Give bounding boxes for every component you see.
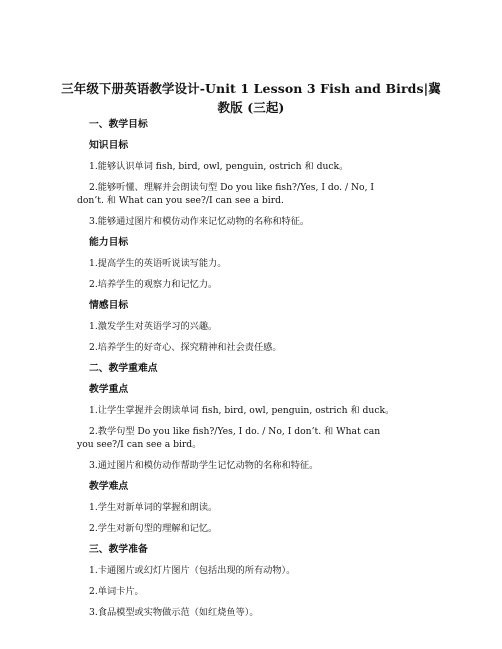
list-item: 3.通过图片和模仿动作帮助学生记忆动物的名称和特征。 (89, 460, 319, 471)
list-item: 1.能够认识单词 fish, bird, owl, penguin, ostrich 和 duck。 (89, 161, 349, 172)
list-item: 2.单词卡片。 (89, 586, 144, 597)
title-line-1: 三年级下册英语教学设计-Unit 1 Lesson 3 Fish and Birds|冀 (61, 81, 441, 96)
list-item: 2.学生对新句型的理解和记忆。 (89, 523, 218, 534)
subheading-difficulty: 教学难点 (89, 481, 129, 492)
subheading-emotion: 情感目标 (89, 300, 129, 311)
list-item: 1.让学生掌握并会朗读单词 fish, bird, owl, penguin, ostrich 和 duck。 (89, 405, 395, 416)
title-line-2: 教版 (三起) (217, 100, 285, 115)
list-item: 1.学生对新单词的掌握和朗读。 (89, 502, 218, 513)
document-body (77, 118, 431, 627)
section-heading-preparation: 三、教学准备 (89, 544, 148, 555)
list-item-line: 2.能够听懂、理解并会朗读句型 Do you like fish?/Yes, I do. / No, I (89, 182, 375, 193)
list-item: 2.培养学生的好奇心、探究精神和社会责任感。 (89, 342, 282, 353)
list-item-line: 2.教学句型 Do you like fish?/Yes, I do. / No, I don’t. 和 What can (89, 426, 381, 437)
subheading-ability: 能力目标 (89, 237, 129, 248)
list-item: 3.食品模型或实物做示范（如红烧鱼等）。 (89, 607, 259, 618)
list-item: 2.培养学生的观察力和记忆力。 (89, 279, 218, 290)
list-item: 1.卡通图片或幻灯片图片（包括出现的所有动物）。 (89, 565, 296, 576)
subheading-knowledge: 知识目标 (89, 140, 129, 151)
list-item (77, 425, 431, 451)
section-heading-objectives: 一、教学目标 (89, 119, 148, 130)
list-item: 1.提高学生的英语听说读写能力。 (89, 258, 227, 269)
list-item (77, 181, 431, 207)
list-item-line: don’t. 和 What can you see?/I can see a bird. (77, 195, 284, 206)
document-title (60, 79, 442, 117)
list-item: 1.激发学生对英语学习的兴趣。 (89, 321, 218, 332)
subheading-focus: 教学重点 (89, 384, 129, 395)
list-item-line: you see?/I can see a bird。 (77, 439, 202, 450)
section-heading-key-points: 二、教学重难点 (89, 363, 158, 374)
list-item: 3.能够通过图片和模仿动作来记忆动物的名称和特征。 (89, 216, 310, 227)
